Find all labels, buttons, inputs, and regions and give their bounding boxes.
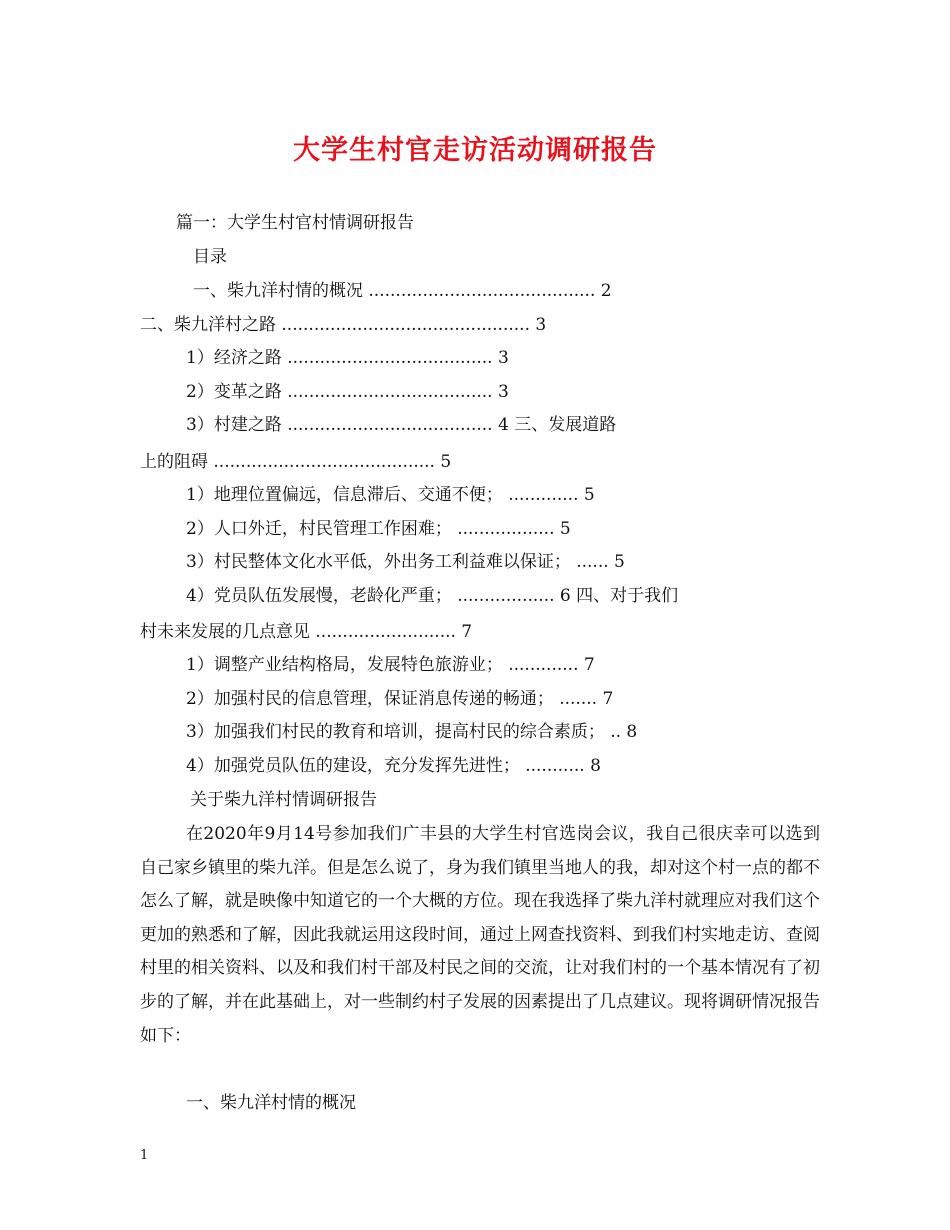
toc-entry: 上的阻碍 ......................................... 5 [140, 452, 452, 472]
toc-entry: 3）加强我们村民的教育和培训，提高村民的综合素质； .. 8 [186, 722, 638, 742]
toc-label: 目录 [193, 247, 227, 267]
document-title: 大学生村官走访活动调研报告 [293, 135, 657, 166]
body-paragraph: 在2020年9月14号参加我们广丰县的大学生村官选岗会议，我自己很庆幸可以选到自己家乡镇里的柴九洋。但是怎么说了，身为我们镇里当地人的我，却对这个村一点的都不怎么了解，就是映像中知道它的一个大概的方位。现在我选择了柴九洋村就理应对我们这个更加的熟悉和了解，因此我就运用这段时间，通过上网查找资料、到我们村实地走访、查阅村里的相关资料、以及和我们村干部及村民之间的交流，让对我们村的一个基本情况有了初步的了解，并在此基础上，对一些制约村子发展的因素提出了几点建议。现将调研情况报告如下： [140, 824, 820, 1046]
report-title: 关于柴九洋村情调研报告 [190, 790, 377, 810]
toc-entry: 4）加强党员队伍的建设，充分发挥先进性； ........... 8 [186, 756, 601, 776]
toc-entry: 1）经济之路 ...................................... 3 [186, 348, 509, 368]
toc-entry: 1）地理位置偏远，信息滞后、交通不便； ............. 5 [186, 485, 595, 505]
toc-entry: 1）调整产业结构格局，发展特色旅游业； ............. 7 [186, 655, 595, 675]
toc-entry: 3）村民整体文化水平低，外出务工利益难以保证； ...... 5 [186, 552, 625, 572]
toc-entry: 3）村建之路 ...................................... 4 三、发展道路 [186, 415, 617, 435]
toc-entry: 2）人口外迁，村民管理工作困难； .................. 5 [186, 519, 571, 539]
section-heading: 一、柴九洋村情的概况 [186, 1093, 356, 1113]
toc-entry: 村未来发展的几点意见 .......................... 7 [140, 622, 473, 642]
toc-entry: 4）党员队伍发展慢，老龄化严重； .................. 6 四、对于我们 [186, 586, 679, 606]
toc-entry: 一、柴九洋村情的概况 .......................................... 2 [193, 281, 612, 301]
toc-entry: 2）变革之路 ...................................... 3 [186, 382, 509, 402]
part-heading: 篇一：大学生村官村情调研报告 [176, 213, 414, 233]
toc-entry: 2）加强村民的信息管理，保证消息传递的畅通； ....... 7 [186, 689, 614, 709]
page-number: 1 [140, 1148, 149, 1163]
toc-entry: 二、柴九洋村之路 .............................................. 3 [140, 315, 547, 335]
